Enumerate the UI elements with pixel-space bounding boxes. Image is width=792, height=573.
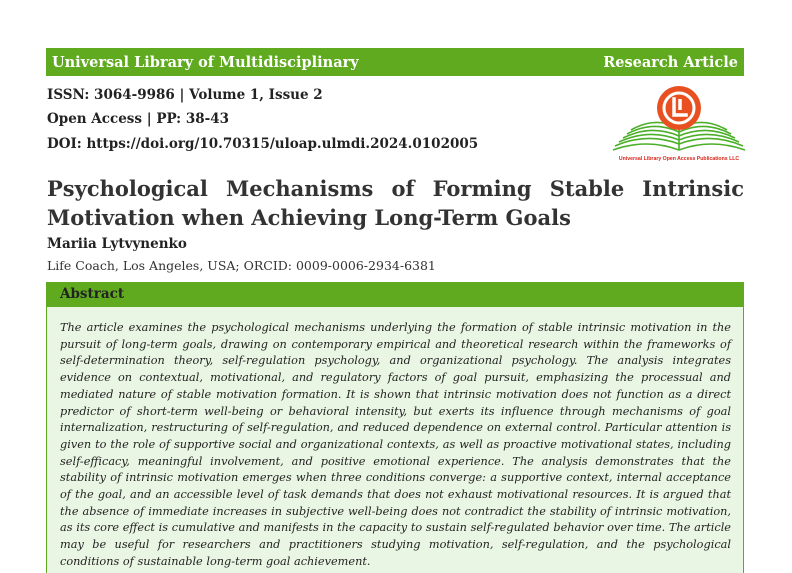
abstract-heading: Abstract: [46, 282, 744, 306]
journal-header-bar: [46, 48, 744, 76]
open-access-line: Open Access | PP: 38-43: [47, 111, 229, 127]
author-affiliation: Life Coach, Los Angeles, USA; ORCID: 0009-0006-2934-6381: [47, 258, 436, 273]
ul-monogram-icon: [657, 86, 701, 130]
journal-name: Universal Library of Multidisciplinary: [52, 53, 359, 71]
publisher-logo: [609, 82, 749, 164]
publisher-caption: Universal Library Open Access Publications LLC: [618, 156, 740, 162]
abstract-text: The article examines the psychological mechanisms underlying the formation of stable intrinsic motivation in the pursuit of long-term goals, drawing on contemporary empirical and theoretical research within the frameworks of self-determination theory, self-regulation psychology, and organizational psychology. The analysis integrates evidence on contextual, motivational, and regulatory factors of goal pursuit, emphasizing the processual and mediated nature of stable motivation formation. It is shown that intrinsic motivation does not function as a direct predictor of short-term well-being or behavioral intensity, but exerts its influence through mechanisms of goal internalization, restructuring of self-regulation, and reduced dependence on external control. Particular attention is given to the role of supportive social and organizational contexts, as well as proactive motivational states, including self-efficacy, meaningful involvement, and positive emotional experience. The analysis demonstrates that the stability of intrinsic motivation emerges when three conditions converge: a supportive context, internal acceptance of the goal, and an accessible level of task demands that does not exhaust motivational resources. It is argued that the absence of immediate increases in subjective well-being does not contradict the stability of intrinsic motivation, as its core effect is cumulative and manifests in the capacity to sustain self-regulated behavior over time. The article may be useful for researchers and practitioners studying motivation, self-regulation, and the psychological conditions of sustainable long-term goal achievement.: [60, 321, 731, 568]
author-name: Mariia Lytvynenko: [47, 236, 187, 252]
article-title: Psychological Mechanisms of Forming Stable Intrinsic Motivation when Achieving Long-Term Goals: [47, 176, 744, 230]
abstract-box: [46, 306, 744, 573]
doi-line[interactable]: DOI: https://doi.org/10.70315/uloap.ulmdi.2024.0102005: [47, 136, 479, 152]
issn-line: ISSN: 3064-9986 | Volume 1, Issue 2: [47, 87, 323, 103]
article-type: Research Article: [603, 53, 738, 71]
